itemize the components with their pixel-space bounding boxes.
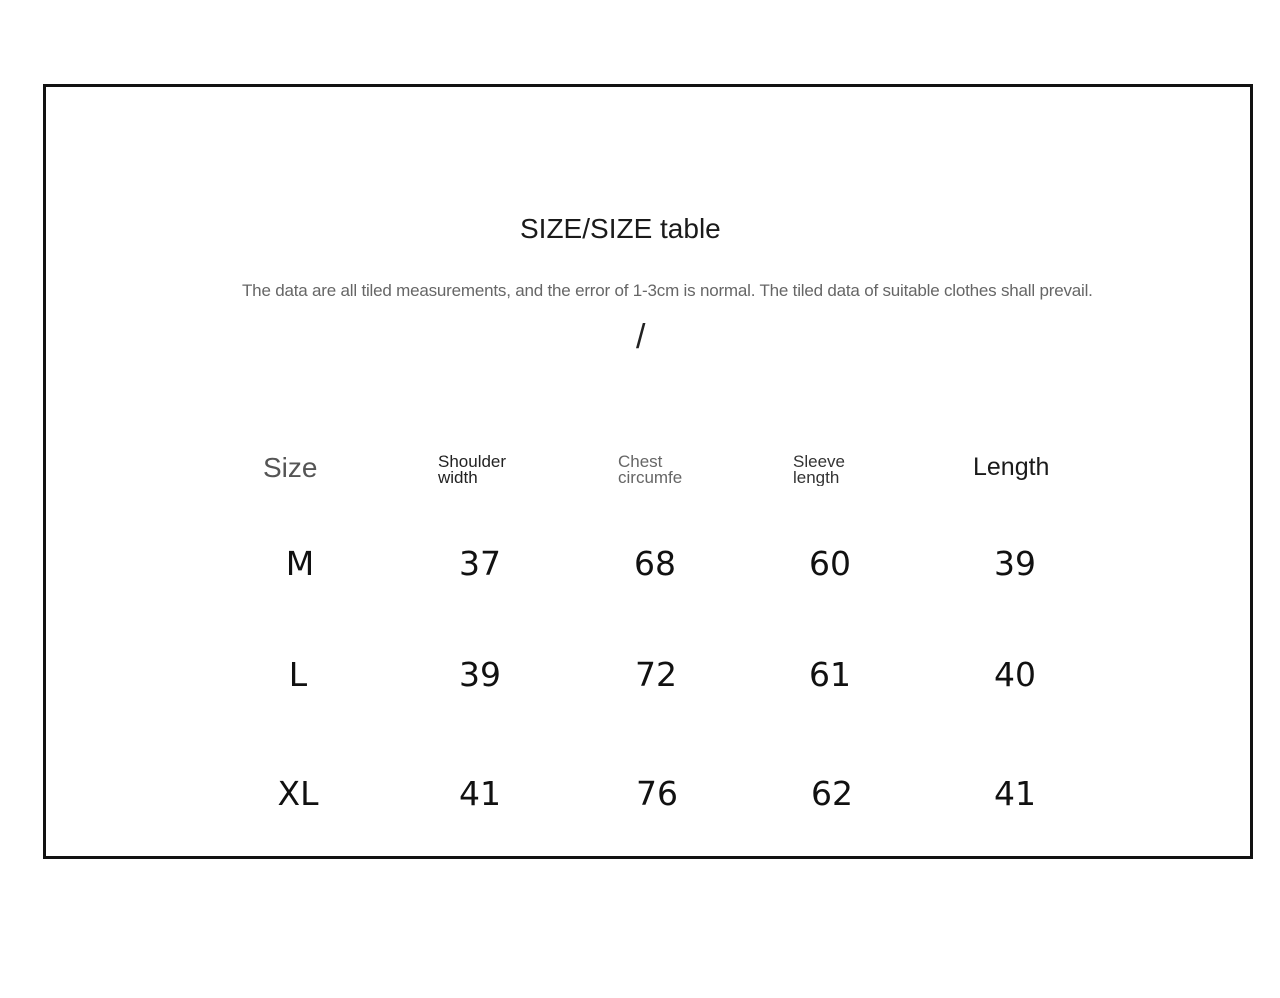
table-cell-size: M bbox=[285, 544, 315, 583]
table-cell-sleeve: 60 bbox=[809, 544, 851, 583]
table-cell-length: 41 bbox=[994, 774, 1036, 813]
header-sleeve-length: Sleeve length bbox=[793, 454, 845, 486]
table-cell-shoulder: 37 bbox=[459, 544, 501, 583]
header-length: Length bbox=[973, 453, 1050, 481]
table-cell-length: 39 bbox=[994, 544, 1036, 583]
header-size: Size bbox=[263, 452, 318, 483]
table-cell-chest: 76 bbox=[636, 774, 678, 813]
table-cell-length: 40 bbox=[994, 655, 1036, 694]
table-cell-sleeve: 61 bbox=[809, 655, 851, 694]
header-shoulder-width: Shoulder width bbox=[438, 454, 507, 486]
table-cell-chest: 68 bbox=[634, 544, 676, 583]
table-cell-sleeve: 62 bbox=[811, 774, 853, 813]
header-chest-circumference: Chest circumfe bbox=[618, 454, 683, 486]
table-cell-chest: 72 bbox=[635, 655, 677, 694]
measurement-note: The data are all tiled measurements, and the error of 1-3cm is normal. The tiled data of suitable clothes shall prevail. bbox=[242, 281, 1093, 300]
table-cell-size: XL bbox=[277, 774, 319, 813]
divider-slash: / bbox=[636, 318, 646, 356]
page-title: SIZE/SIZE table bbox=[520, 213, 721, 244]
table-cell-shoulder: 39 bbox=[459, 655, 501, 694]
table-cell-size: L bbox=[288, 655, 308, 694]
table-cell-shoulder: 41 bbox=[459, 774, 501, 813]
